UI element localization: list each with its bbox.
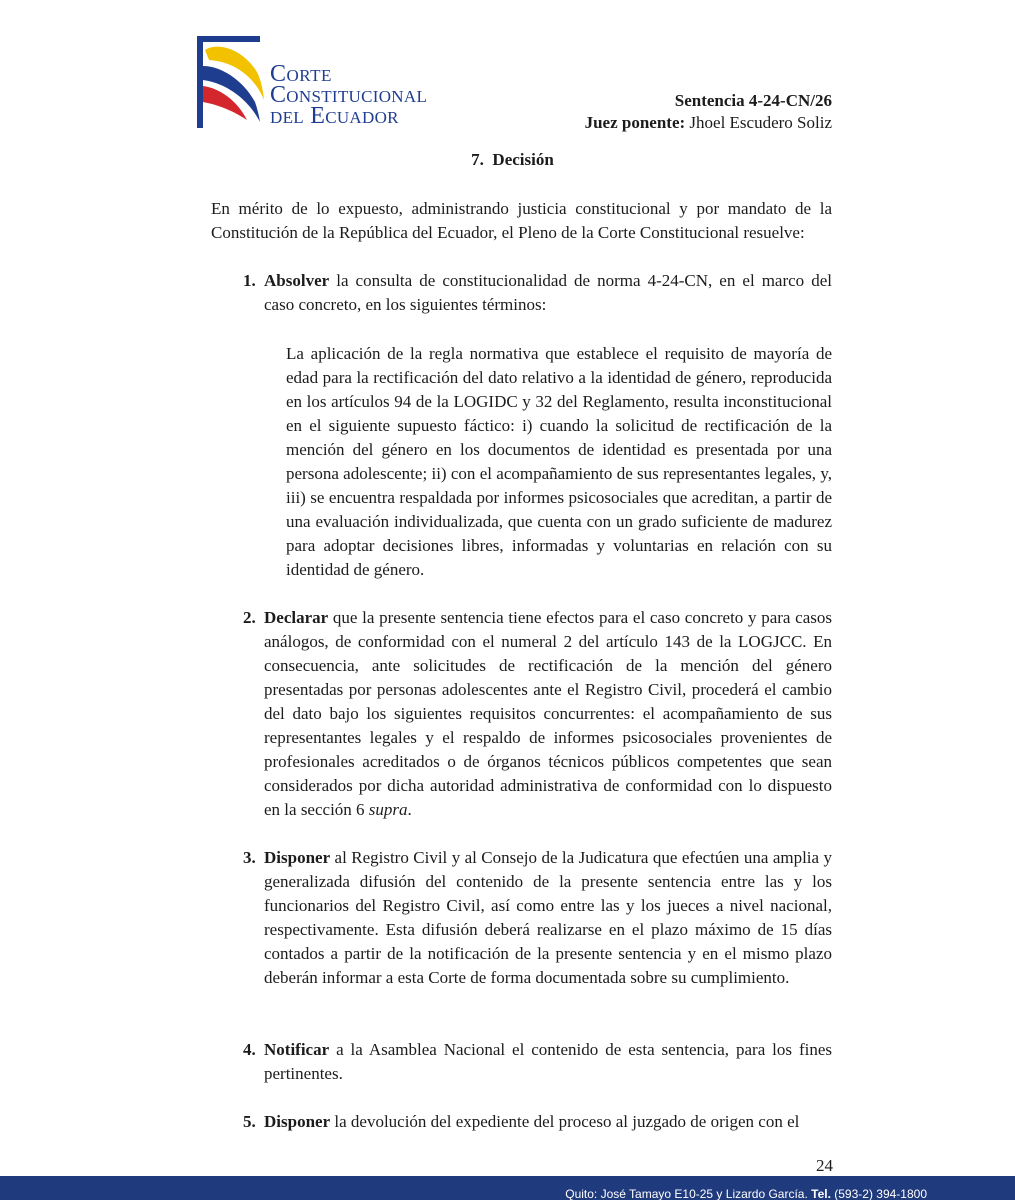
logo-line-ecuador: del Ecuador <box>270 103 399 129</box>
item-text: que la presente sentencia tiene efectos para el caso concreto y para casos análogos, de conformidad con el numeral 2 del artículo 143 de la LOGJCC. En consecuencia, ante solicitudes de rectificación de la mención del género presentadas por personas adolescentes ante el Registro Civil, procederá el cambio del dato bajo los siguientes requisitos concurrentes: el acompañamiento de sus representantes legales y el respaldo de informes psicosociales provenientes de profesionales acreditados o de órganos técnicos públicos competentes que sean considerados por dicha autoridad administrativa de conformidad con lo dispuesto en la sección 6 <box>264 608 832 819</box>
item-text: a la Asamblea Nacional el contenido de esta sentencia, para los fines pertinentes. <box>264 1040 832 1083</box>
juez-name: Jhoel Escudero Soliz <box>685 113 832 132</box>
court-logo <box>197 20 467 135</box>
item-number: 1. <box>243 271 256 290</box>
footer-tel-value: (593-2) 394-1800 <box>830 1187 927 1200</box>
juez-label: Juez ponente: <box>584 113 686 132</box>
footer-tel-label: Tel. <box>811 1187 831 1200</box>
item-number: 5. <box>243 1112 256 1131</box>
decision-item-2 <box>243 606 832 822</box>
item-text: la devolución del expediente del proceso al juzgado de origen con el <box>330 1112 800 1131</box>
item-verb: Disponer <box>264 1112 331 1131</box>
logo-line-corte: Corte <box>270 61 332 87</box>
item-verb: Absolver <box>264 271 330 290</box>
page-number: 24 <box>816 1156 833 1175</box>
item-text: la consulta de constitucionalidad de norma 4-24-CN, en el marco del caso concreto, en los siguientes términos: <box>264 271 832 314</box>
decision-item-1 <box>243 269 832 317</box>
footer-address-text: Quito: José Tamayo E10-25 y Lizardo García. <box>565 1187 812 1200</box>
decision-item-5 <box>243 1110 832 1134</box>
item-italic: supra <box>368 800 408 819</box>
footer-address <box>565 1187 927 1200</box>
sentencia-number: Sentencia 4-24-CN/26 <box>674 91 832 110</box>
item-number: 3. <box>243 848 256 867</box>
footer-band <box>0 1176 1015 1200</box>
section-title: 7. Decisión <box>471 150 554 169</box>
decision-item-4 <box>243 1038 832 1086</box>
logo-line-constitucional: Constitucional <box>270 82 428 108</box>
item-verb: Declarar <box>264 608 329 627</box>
decision-item-3 <box>243 846 832 990</box>
intro-paragraph: En mérito de lo expuesto, administrando justicia constitucional y por mandato de la Constitución de la República del Ecuador, el Pleno de la Corte Constitucional resuelve: <box>211 199 832 242</box>
item-tail: . <box>407 800 412 819</box>
item-text: al Registro Civil y al Consejo de la Judicatura que efectúen una amplia y generalizada difusión del contenido de la presente sentencia entre las y los funcionarios del Registro Civil, así como entre las y los jueces a nivel nacional, respectivamente. Esta difusión deberá realizarse en el plazo máximo de 15 días contados a partir de la notificación de la presente sentencia y en el mismo plazo deberán informar a esta Corte de forma documentada sobre su cumplimiento. <box>264 848 832 987</box>
document-header <box>585 90 832 134</box>
item-verb: Disponer <box>264 848 331 867</box>
item-number: 4. <box>243 1040 256 1059</box>
item-number: 2. <box>243 608 256 627</box>
item-verb: Notificar <box>264 1040 330 1059</box>
decision-quote: La aplicación de la regla normativa que establece el requisito de mayoría de edad para la rectificación del dato relativo a la identidad de género, reproducida en los artículos 94 de la LOGIDC y 32 del Reglamento, resulta inconstitucional en el siguiente supuesto fáctico: i) cuando la solicitud de rectificación de la mención del género en los documentos de identidad es presentada por una persona adolescente; ii) con el acompañamiento de sus representantes legales, y, iii) se encuentra respaldada por informes psicosociales que acreditan, a partir de una evaluación individualizada, que cuenta con un grado suficiente de madurez para adoptar decisiones libres, informadas y voluntarias en relación con su identidad de género. <box>286 344 832 579</box>
